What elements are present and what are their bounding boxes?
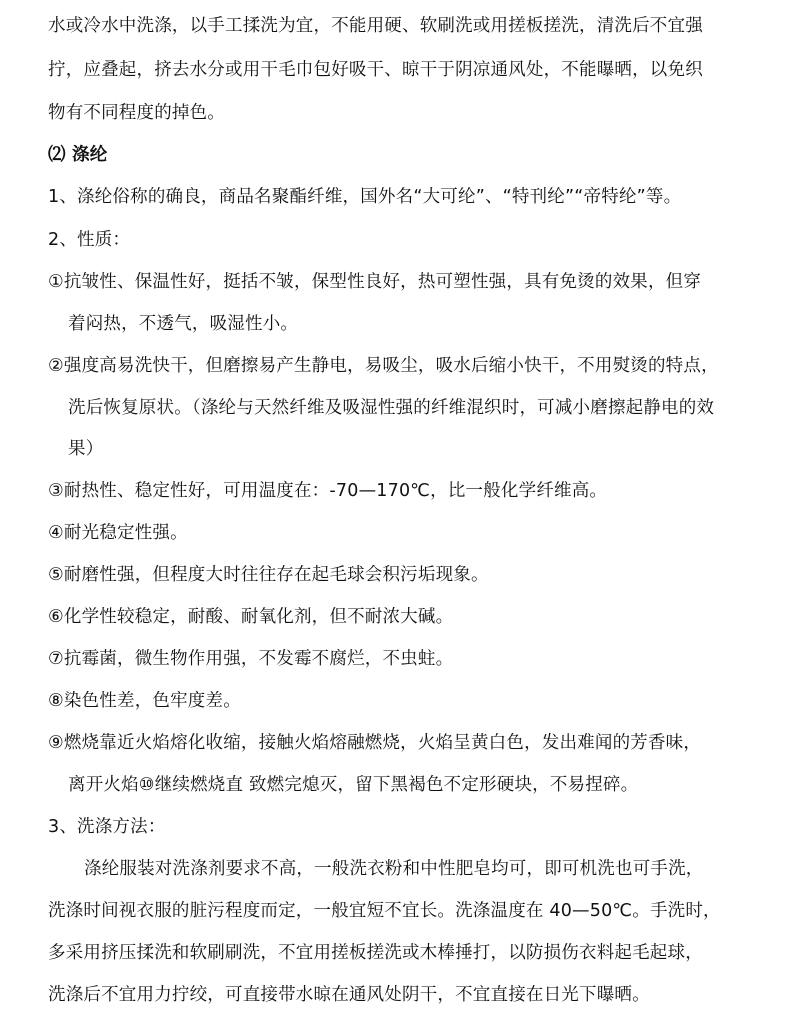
item-3-heading: 3、洗涤方法： bbox=[48, 817, 166, 837]
wash-line-3: 多采用挤压揉洗和软刷刷洗，不宜用搓板搓洗或木棒捶打，以防损伤衣料起毛起球， bbox=[48, 943, 703, 963]
item-2-heading: 2、性质： bbox=[48, 230, 131, 250]
intro-line-2: 拧，应叠起，挤去水分或用干毛巾包好吸干、晾干于阴凉通风处，不能曝晒，以免织 bbox=[48, 60, 703, 80]
property-1-line-2: 着闷热，不透气，吸湿性小。 bbox=[68, 314, 299, 334]
property-5: ⑤耐磨性强，但程度大时往往存在起毛球会积污垢现象。 bbox=[48, 565, 489, 585]
intro-line-3: 物有不同程度的掉色。 bbox=[48, 103, 225, 123]
property-8: ⑧染色性差，色牢度差。 bbox=[48, 691, 241, 711]
property-9-line-2: 离开火焰⑩继续燃烧直 致燃完熄灭，留下黑褐色不定形硬块，不易捏碎。 bbox=[68, 775, 639, 795]
item-1: 1、涤纶俗称的确良，商品名聚酯纤维，国外名“大可纶”、“特刊纶”“帝特纶”等。 bbox=[48, 187, 682, 207]
property-9-line-1: ⑨燃烧靠近火焰熔化收缩，接触火焰熔融燃烧，火焰呈黄白色，发出难闻的芳香味， bbox=[48, 733, 702, 753]
property-6: ⑥化学性较稳定，耐酸、耐氧化剂，但不耐浓大碱。 bbox=[48, 607, 454, 627]
property-4: ④耐光稳定性强。 bbox=[48, 523, 188, 543]
wash-line-4: 洗涤后不宜用力拧绞，可直接带水晾在通风处阴干，不宜直接在日光下曝晒。 bbox=[48, 985, 650, 1005]
property-2-line-1: ②强度高易洗快干，但磨擦易产生静电，易吸尘，吸水后缩小快干，不用熨烫的特点， bbox=[48, 356, 719, 376]
property-2-line-2: 洗后恢复原状。（涤纶与天然纤维及吸湿性强的纤维混织时，可减小磨擦起静电的效 bbox=[68, 398, 715, 418]
property-1-line-1: ①抗皱性、保温性好，挺括不皱，保型性良好，热可塑性强，具有免烫的效果，但穿 bbox=[48, 272, 702, 292]
property-2-line-3: 果） bbox=[68, 439, 104, 459]
wash-line-1: 涤纶服装对洗涤剂要求不高，一般洗衣粉和中性肥皂均可，即可机洗也可手洗， bbox=[84, 859, 704, 879]
section-heading: ⑵ 涤纶 bbox=[48, 145, 108, 165]
wash-line-2: 洗涤时间视衣服的脏污程度而定，一般宜短不宜长。洗涤温度在 40—50℃。手洗时， bbox=[48, 901, 721, 921]
intro-line-1: 水或冷水中洗涤，以手工揉洗为宜，不能用硬、软刷洗或用搓板搓洗，清洗后不宜强 bbox=[48, 16, 703, 36]
property-7: ⑦抗霉菌，微生物作用强，不发霉不腐烂，不虫蛀。 bbox=[48, 649, 454, 669]
property-3: ③耐热性、稳定性好，可用温度在：-70—170℃，比一般化学纤维高。 bbox=[48, 481, 608, 501]
